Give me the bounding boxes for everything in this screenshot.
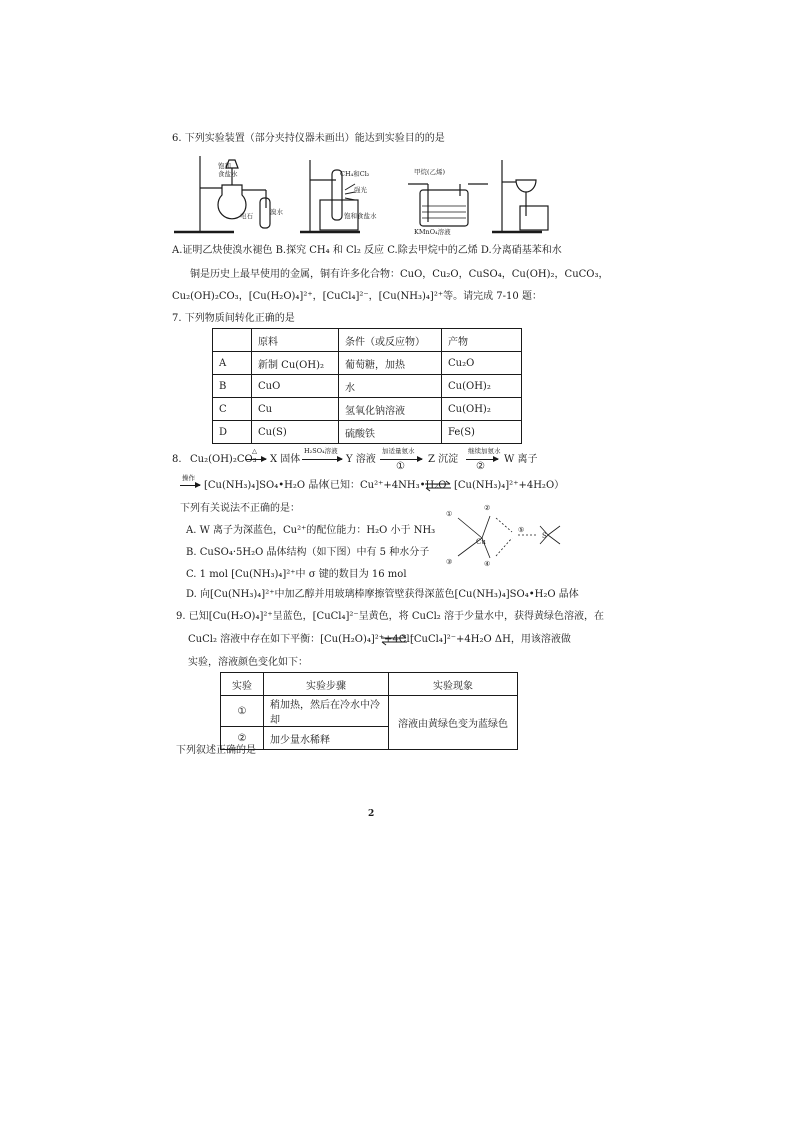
q8-step5-label: 操作 bbox=[182, 474, 195, 482]
label-s: S bbox=[542, 532, 547, 540]
table-row: D Cu(S) 硫酸铁 Fe(S) bbox=[213, 421, 522, 444]
label-water-5: ⑤ bbox=[518, 526, 525, 534]
label-brine: 饱和食盐水 bbox=[344, 212, 377, 220]
q8-option-d: D. 向[Cu(NH₃)₄]²⁺中加乙醇并用玻璃棒摩擦管壁获得深蓝色[Cu(NH₃)₄]SO₄•H₂O 晶体 bbox=[186, 589, 579, 600]
q9-line2-suffix: [CuCl₄]²⁻+4H₂O ΔH，用该溶液做 bbox=[410, 634, 571, 645]
q8-z: Z 沉淀 bbox=[428, 454, 459, 465]
label-methane-ethylene: 甲烷(乙烯) bbox=[414, 168, 446, 176]
phenomenon-cell: 溶液由黄绿色变为蓝绿色 bbox=[389, 696, 518, 750]
table-header-cell: 实验现象 bbox=[389, 673, 518, 696]
q9-question: 下列叙述正确的是 bbox=[176, 745, 256, 756]
label-ch4-cl2: CH₄和Cl₂ bbox=[340, 170, 370, 178]
table-header-row bbox=[213, 329, 522, 352]
label-water-3: ③ bbox=[446, 558, 453, 566]
q8-step3-label: 加适量氨水 bbox=[382, 447, 415, 455]
apparatus-d bbox=[492, 160, 548, 232]
q6-stem: 6. 下列实验装置（部分夹持仪器未画出）能达到实验目的的是 bbox=[172, 133, 445, 144]
table-header-cell: 原料 bbox=[252, 329, 339, 352]
label-salt-water: 饱和 bbox=[218, 162, 231, 170]
table-row: C Cu 氢氧化钠溶液 Cu(OH)₂ bbox=[213, 398, 522, 421]
label-kmno4: KMnO₄溶液 bbox=[414, 228, 451, 236]
label-water-2: ② bbox=[484, 504, 491, 512]
q8-question: 下列有关说法不正确的是： bbox=[180, 503, 300, 514]
q8-w: W 离子 bbox=[504, 454, 538, 465]
table-row: B CuO 水 Cu(OH)₂ bbox=[213, 375, 522, 398]
table-header-cell: 产物 bbox=[442, 329, 522, 352]
table-header-row bbox=[221, 673, 518, 696]
arrow-1 bbox=[246, 459, 266, 460]
q8-option-a: A. W 离子为深蓝色，Cu²⁺的配位能力：H₂O 小于 NH₃ bbox=[186, 525, 436, 536]
q9-line1: 9. 已知[Cu(H₂O)₄]²⁺呈蓝色，[CuCl₄]²⁻呈黄色，将 CuCl₂ 溶于少量水中，获得黄绿色溶液，在 bbox=[176, 611, 604, 622]
q8-step4-num: ② bbox=[476, 461, 485, 472]
label-water-1: ① bbox=[446, 510, 453, 518]
table-header-cell: 条件（或反应物） bbox=[339, 329, 442, 352]
arrow-2 bbox=[302, 459, 342, 460]
q8-y: Y 溶液 bbox=[346, 454, 376, 465]
table-header-cell: 实验步骤 bbox=[264, 673, 389, 696]
label-strong-light: 强光 bbox=[354, 186, 367, 194]
q8-x: X 固体 bbox=[270, 454, 301, 465]
q8-known-prefix: （已知：Cu²⁺+4NH₃•H₂O bbox=[320, 480, 447, 491]
q9-line3: 实验，溶液颜色变化如下： bbox=[188, 657, 308, 668]
q8-step2-label: H₂SO₄溶液 bbox=[304, 447, 338, 455]
q8-known-suffix: [Cu(NH₃)₄]²⁺+4H₂O） bbox=[454, 480, 565, 491]
q7-table bbox=[212, 328, 522, 444]
arrow-5 bbox=[180, 485, 200, 486]
table-row: A 新制 Cu(OH)₂ 葡萄糖，加热 Cu₂O bbox=[213, 352, 522, 375]
page-number: 2 bbox=[368, 809, 375, 819]
label-salt-water2: 食盐水 bbox=[218, 170, 238, 178]
label-water-4: ④ bbox=[484, 560, 491, 568]
intro-line1: 铜是历史上最早使用的金属，铜有许多化合物：CuO，Cu₂O，CuSO₄，Cu(OH)₂，CuCO₃， bbox=[190, 269, 609, 280]
table-header-cell bbox=[213, 329, 252, 352]
q8-step4-label: 继续加氨水 bbox=[468, 447, 501, 455]
intro-line2: Cu₂(OH)₂CO₃，[Cu(H₂O)₄]²⁺，[CuCl₄]²⁻，[Cu(NH₃)₄]²⁺等。请完成 7-10 题： bbox=[172, 291, 542, 302]
q9-table bbox=[220, 672, 518, 750]
q8-num: 8. bbox=[172, 454, 182, 465]
equilibrium-arrow-icon bbox=[424, 480, 452, 492]
q8-step1-label: △ bbox=[252, 447, 257, 455]
q8-crystal: [Cu(NH₃)₄]SO₄•H₂O 晶体 bbox=[204, 480, 329, 491]
q8-start: Cu₂(OH)₂CO₃ bbox=[190, 454, 257, 465]
table-row: ① 稍加热，然后在冷水中冷却 溶液由黄绿色变为蓝绿色 bbox=[221, 696, 518, 727]
label-cu: Cu bbox=[476, 538, 486, 546]
q7-stem: 7. 下列物质间转化正确的是 bbox=[172, 313, 295, 324]
q9-line2-prefix: CuCl₂ 溶液中存在如下平衡：[Cu(H₂O)₄]²⁺+4Cl⁻ bbox=[188, 634, 415, 645]
table-header-cell: 实验 bbox=[221, 673, 264, 696]
q8-option-b: B. CuSO₄·5H₂O 晶体结构（如下图）中有 5 种水分子 bbox=[186, 547, 430, 558]
q8-step3-num: ① bbox=[396, 461, 405, 472]
apparatus-c bbox=[408, 184, 488, 226]
label-bromine-water: 溴水 bbox=[270, 208, 283, 216]
cuso4-structure-figure bbox=[436, 498, 568, 568]
q6-options: A.证明乙炔使溴水褪色 B.探究 CH₄ 和 Cl₂ 反应 C.除去甲烷中的乙烯 D.分离硝基苯和水 bbox=[172, 245, 562, 256]
table-row: ② 加少量水稀释 bbox=[221, 727, 518, 750]
label-carbide: 电石 bbox=[240, 212, 253, 220]
equilibrium-arrow-icon bbox=[380, 634, 408, 646]
q8-option-c: C. 1 mol [Cu(NH₃)₄]²⁺中 σ 键的数目为 16 mol bbox=[186, 569, 407, 580]
